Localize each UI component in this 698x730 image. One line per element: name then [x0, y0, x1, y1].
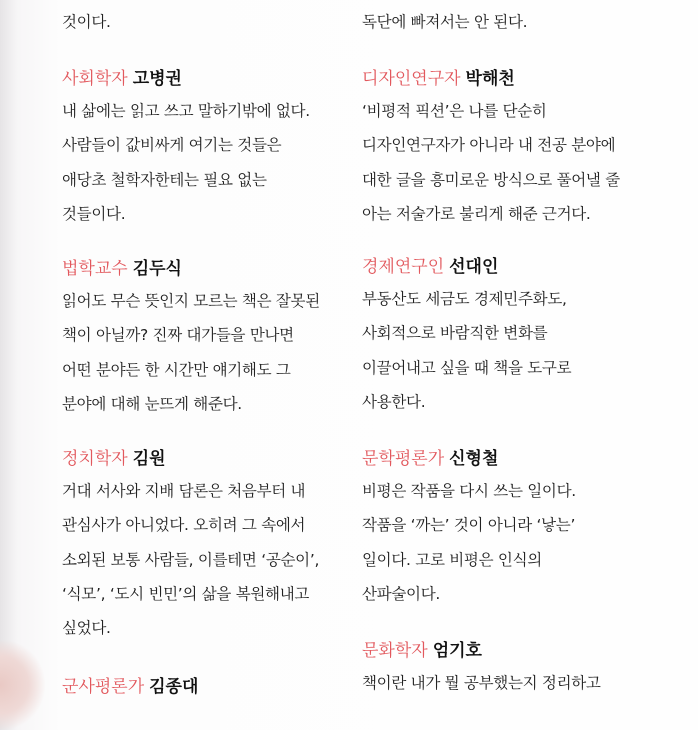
text-line: 대한 글을 흥미로운 방식으로 풀어낼 줄: [362, 170, 620, 189]
text-line: 아는 저술가로 불리게 해준 근거다.: [362, 204, 591, 223]
contributor-role: 법학교수: [62, 259, 128, 279]
text-line: 애당초 철학자한테는 필요 없는: [62, 170, 267, 189]
continued-text: [362, 5, 662, 39]
text-line: 작품을 ‘까는’ 것이 아니라 ‘낳는’: [362, 516, 576, 535]
text-line: 것들이다.: [62, 204, 126, 223]
contributor-name: 신형철: [449, 449, 499, 469]
text-line: 비평은 작품을 다시 쓰는 일이다.: [362, 482, 576, 500]
contributor-role: 문학평론가: [362, 449, 445, 469]
text-line: 부동산도 세금도 경제민주화도,: [362, 290, 567, 308]
thumb-in-photo: [0, 640, 45, 730]
text-line: ‘식모’, ‘도시 빈민’의 삶을 복원해내고: [62, 584, 310, 603]
contributor-role: 사회학자: [62, 69, 128, 89]
contributor-name: 선대인: [449, 257, 499, 277]
text-line: 싶었다.: [62, 619, 111, 638]
text-line: 읽어도 무슨 뜻인지 모르는 책은 잘못된: [62, 292, 320, 310]
contributor-role: 정치학자: [62, 449, 128, 469]
text-line: 분야에 대해 눈뜨게 해준다.: [62, 394, 242, 413]
contributor-role: 군사평론가: [62, 677, 145, 697]
contributor-name: 고병권: [132, 69, 182, 89]
contributor-entry: [62, 254, 362, 421]
text-line: 디자인연구자가 아니라 내 전공 분야에: [362, 136, 616, 155]
contributor-role: 디자인연구자: [362, 69, 461, 89]
contributor-name: 김종대: [149, 677, 199, 697]
contributor-entry: [62, 444, 362, 645]
text-line: 산파술이다.: [362, 584, 440, 603]
contributor-role: 문화학자: [362, 641, 428, 661]
contributor-entry: [62, 672, 362, 702]
text-line: 이끌어내고 싶을 때 책을 도구로: [362, 358, 572, 377]
entry-heading: [362, 64, 662, 94]
text-line: 책이 아닐까? 진짜 대가들을 만나면: [62, 326, 294, 345]
contributor-name: 김두식: [132, 259, 182, 279]
contributor-name: 박해천: [465, 69, 515, 89]
text-line: 관심사가 아니었다. 오히려 그 속에서: [62, 516, 306, 535]
contributor-entry: [62, 64, 362, 231]
entry-heading: [362, 636, 662, 666]
text-line: 사용한다.: [362, 392, 426, 411]
entry-heading: [62, 672, 362, 702]
entry-heading: [62, 444, 362, 474]
text-line: ‘비평적 픽션’은 나를 단순히: [362, 102, 547, 120]
contributor-entry: [362, 444, 662, 611]
continued-text: [62, 5, 362, 39]
entry-heading: [362, 444, 662, 474]
text-line: 일이다. 고로 비평은 인식의: [362, 550, 542, 569]
text-line: 독단에 빠져서는 안 된다.: [362, 13, 528, 31]
text-line: 거대 서사와 지배 담론은 처음부터 내: [62, 482, 306, 500]
entry-heading: [62, 254, 362, 284]
contributor-name: 엄기호: [432, 641, 482, 661]
entry-heading: [62, 64, 362, 94]
text-line: 소외된 보통 사람들, 이를테면 ‘공순이’,: [62, 550, 320, 569]
text-line: 사회적으로 바람직한 변화를: [362, 324, 548, 343]
contributor-entry: [362, 64, 662, 231]
text-line: 내 삶에는 읽고 쓰고 말하기밖에 없다.: [62, 102, 310, 120]
text-line: 사람들이 값비싸게 여기는 것들은: [62, 136, 282, 155]
text-line: 책이란 내가 뭘 공부했는지 정리하고: [362, 674, 601, 692]
text-line: 것이다.: [62, 13, 111, 31]
text-line: 어떤 분야든 한 시간만 얘기해도 그: [62, 360, 291, 379]
contributor-name: 김원: [132, 449, 166, 469]
contributor-role: 경제연구인: [362, 257, 445, 277]
entry-heading: [362, 252, 662, 282]
contributor-entry: [362, 636, 662, 700]
contributor-entry: [362, 252, 662, 419]
